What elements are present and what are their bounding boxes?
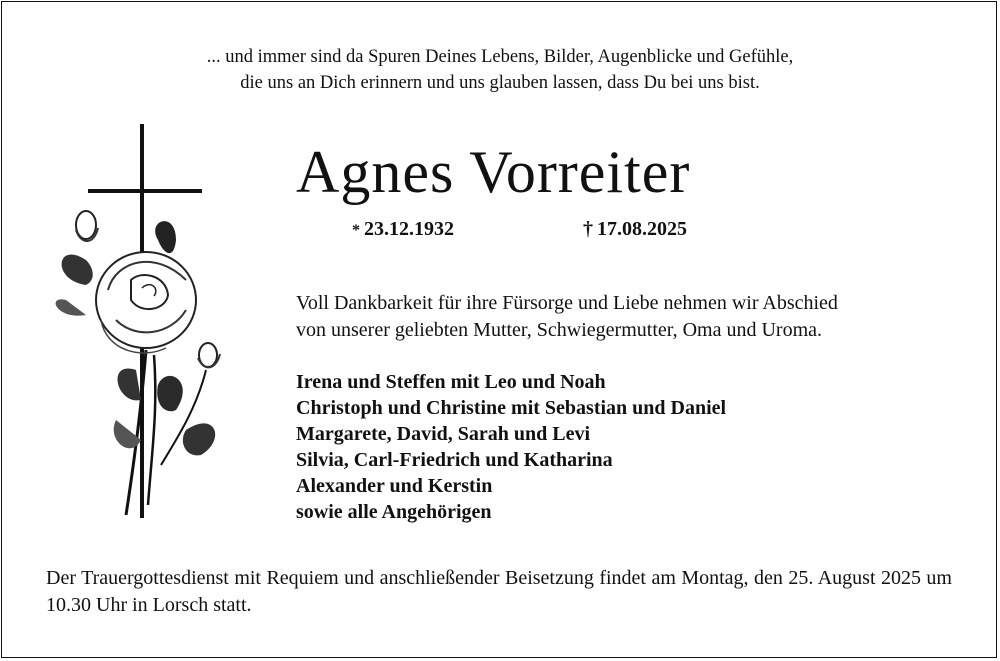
thanks-line: Voll Dankbarkeit für ihre Fürsorge und Liebe nehmen wir Abschied bbox=[296, 292, 838, 314]
thanks-text bbox=[296, 290, 838, 344]
death-cross-icon: † bbox=[583, 218, 593, 240]
poem-line: die uns an Dich erinnern und uns glauben lassen, dass Du bei uns bist. bbox=[240, 73, 760, 93]
funeral-service-info: Der Trauergottesdienst mit Requiem und anschließender Beisetzung findet am Montag, den 25. August 2025 um 10.30 Uhr in Lorsch statt. bbox=[46, 567, 952, 616]
family-member-line: Alexander und Kerstin bbox=[296, 475, 493, 497]
family-member-line: Irena und Steffen mit Leo und Noah bbox=[296, 371, 606, 393]
family-list bbox=[296, 369, 726, 525]
family-member-line: sowie alle Angehörigen bbox=[296, 501, 492, 523]
family-member-line: Margarete, David, Sarah und Levi bbox=[296, 423, 591, 445]
cross-and-rose-icon bbox=[46, 120, 236, 525]
birth-star-icon: * bbox=[352, 222, 360, 239]
thanks-line: von unserer geliebten Mutter, Schwiegermutter, Oma und Uroma. bbox=[296, 319, 823, 341]
family-member-line: Christoph und Christine mit Sebastian und Daniel bbox=[296, 397, 727, 419]
memorial-poem bbox=[0, 44, 1000, 96]
deceased-name: Agnes Vorreiter bbox=[296, 139, 691, 205]
death-date-line bbox=[583, 215, 687, 243]
family-member-line: Silvia, Carl-Friedrich und Katharina bbox=[296, 449, 613, 471]
death-date: 17.08.2025 bbox=[597, 218, 687, 240]
poem-line: ... und immer sind da Spuren Deines Lebens, Bilder, Augenblicke und Gefühle, bbox=[206, 47, 794, 67]
birth-date: 23.12.1932 bbox=[364, 218, 454, 240]
birth-date-line bbox=[352, 215, 454, 245]
